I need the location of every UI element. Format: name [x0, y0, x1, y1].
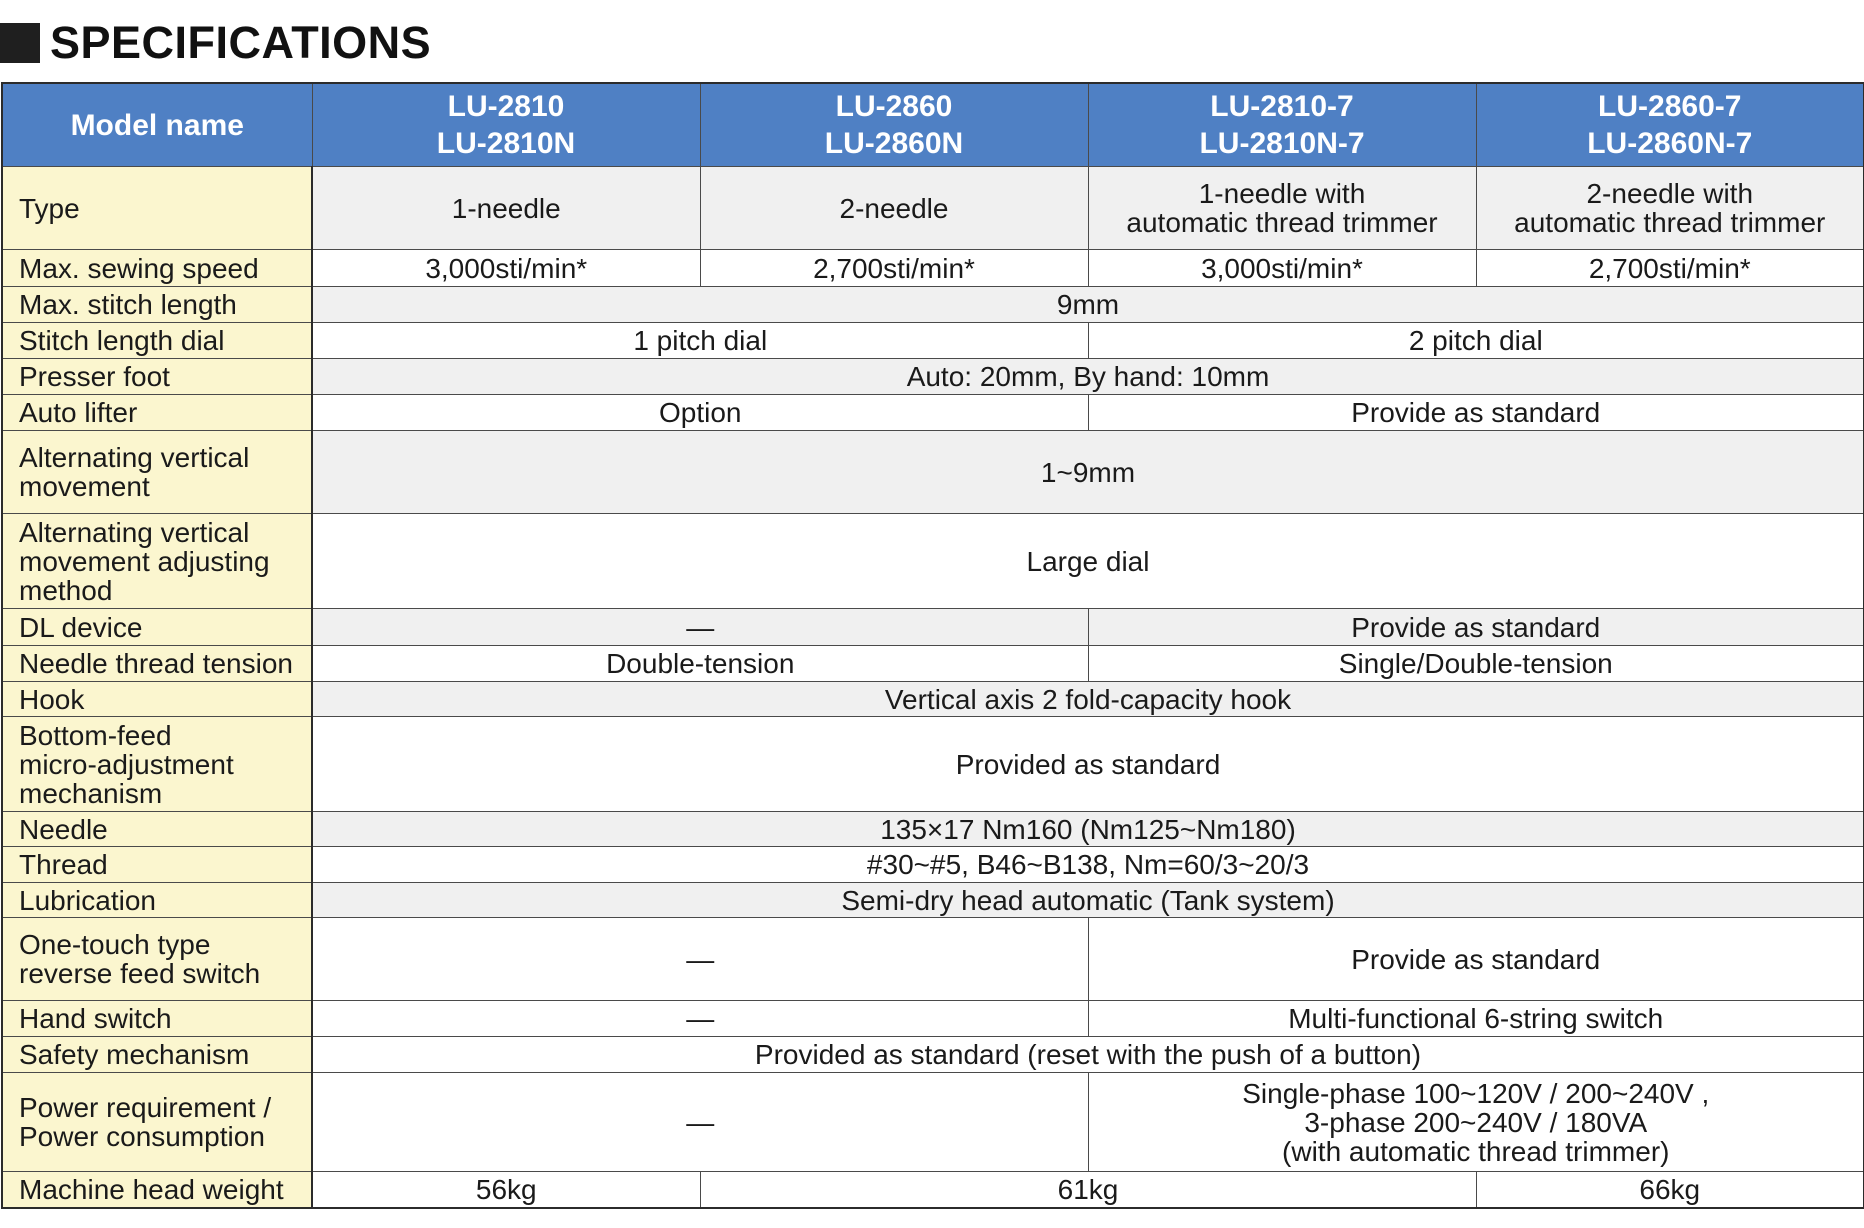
table-row	[2, 918, 1864, 1001]
table-row	[2, 250, 1864, 287]
specifications-table	[1, 82, 1864, 1209]
cell-value: —	[312, 918, 1088, 1001]
row-label: Power requirement / Power consumption	[2, 1073, 312, 1172]
row-label: Alternating vertical movement	[2, 431, 312, 514]
cell-value: Option	[312, 395, 1088, 431]
row-label: Hook	[2, 682, 312, 717]
table-row	[2, 682, 1864, 717]
row-label: Auto lifter	[2, 395, 312, 431]
cell-value: 1~9mm	[312, 431, 1864, 514]
cell-value: —	[312, 1001, 1088, 1037]
table-row	[2, 323, 1864, 359]
cell-value: 56kg	[312, 1172, 700, 1208]
model-header: LU-2810 LU-2810N	[312, 83, 700, 167]
model-header: LU-2860-7 LU-2860N-7	[1476, 83, 1864, 167]
cell-value: —	[312, 609, 1088, 646]
table-row	[2, 1001, 1864, 1037]
cell-value: 9mm	[312, 287, 1864, 323]
cell-value: 1-needle	[312, 167, 700, 250]
cell-value: Single/Double-tension	[1088, 646, 1864, 682]
table-row	[2, 847, 1864, 883]
model-header: LU-2810-7 LU-2810N-7	[1088, 83, 1476, 167]
cell-value: 1-needle with automatic thread trimmer	[1088, 167, 1476, 250]
row-label: Hand switch	[2, 1001, 312, 1037]
row-label: Presser foot	[2, 359, 312, 395]
cell-value: Auto: 20mm, By hand: 10mm	[312, 359, 1864, 395]
table-row	[2, 717, 1864, 812]
cell-value: Semi-dry head automatic (Tank system)	[312, 883, 1864, 918]
row-label: Type	[2, 167, 312, 250]
cell-value: Single-phase 100~120V / 200~240V , 3-phase 200~240V / 180VA (with automatic thread trimmer)	[1088, 1073, 1864, 1172]
table-row	[2, 1073, 1864, 1172]
cell-value: 3,000sti/min*	[312, 250, 700, 287]
table-row	[2, 395, 1864, 431]
table-row	[2, 359, 1864, 395]
row-label: Needle thread tension	[2, 646, 312, 682]
cell-value: 66kg	[1476, 1172, 1864, 1208]
cell-value: 2,700sti/min*	[700, 250, 1088, 287]
row-label: Lubrication	[2, 883, 312, 918]
cell-value: Multi-functional 6-string switch	[1088, 1001, 1864, 1037]
table-row	[2, 1037, 1864, 1073]
cell-value: 2 pitch dial	[1088, 323, 1864, 359]
cell-value: #30~#5, B46~B138, Nm=60/3~20/3	[312, 847, 1864, 883]
row-label: DL device	[2, 609, 312, 646]
row-label: Bottom-feed micro-adjustment mechanism	[2, 717, 312, 812]
table-row	[2, 812, 1864, 847]
table-row	[2, 167, 1864, 250]
cell-value: Double-tension	[312, 646, 1088, 682]
row-label: One-touch type reverse feed switch	[2, 918, 312, 1001]
header-row	[2, 83, 1864, 167]
row-label: Max. stitch length	[2, 287, 312, 323]
cell-value: 61kg	[700, 1172, 1476, 1208]
model-name-header: Model name	[2, 83, 312, 167]
section-heading	[0, 18, 431, 68]
cell-value: Provided as standard (reset with the push of a button)	[312, 1037, 1864, 1073]
cell-value: 1 pitch dial	[312, 323, 1088, 359]
cell-value: —	[312, 1073, 1088, 1172]
heading-square-icon	[0, 23, 40, 63]
heading-title: SPECIFICATIONS	[50, 17, 432, 68]
table-row	[2, 609, 1864, 646]
table-row	[2, 431, 1864, 514]
cell-value: Large dial	[312, 514, 1864, 609]
cell-value: 2,700sti/min*	[1476, 250, 1864, 287]
model-header: LU-2860 LU-2860N	[700, 83, 1088, 167]
table-row	[2, 1172, 1864, 1208]
cell-value: 135×17 Nm160 (Nm125~Nm180)	[312, 812, 1864, 847]
table-row	[2, 646, 1864, 682]
table-row	[2, 883, 1864, 918]
cell-value: 3,000sti/min*	[1088, 250, 1476, 287]
cell-value: Vertical axis 2 fold-capacity hook	[312, 682, 1864, 717]
cell-value: Provide as standard	[1088, 609, 1864, 646]
row-label: Machine head weight	[2, 1172, 312, 1208]
cell-value: Provide as standard	[1088, 918, 1864, 1001]
table-row	[2, 287, 1864, 323]
cell-value: Provide as standard	[1088, 395, 1864, 431]
cell-value: Provided as standard	[312, 717, 1864, 812]
row-label: Safety mechanism	[2, 1037, 312, 1073]
cell-value: 2-needle	[700, 167, 1088, 250]
row-label: Alternating vertical movement adjusting method	[2, 514, 312, 609]
row-label: Max. sewing speed	[2, 250, 312, 287]
row-label: Thread	[2, 847, 312, 883]
row-label: Stitch length dial	[2, 323, 312, 359]
table-row	[2, 514, 1864, 609]
row-label: Needle	[2, 812, 312, 847]
cell-value: 2-needle with automatic thread trimmer	[1476, 167, 1864, 250]
